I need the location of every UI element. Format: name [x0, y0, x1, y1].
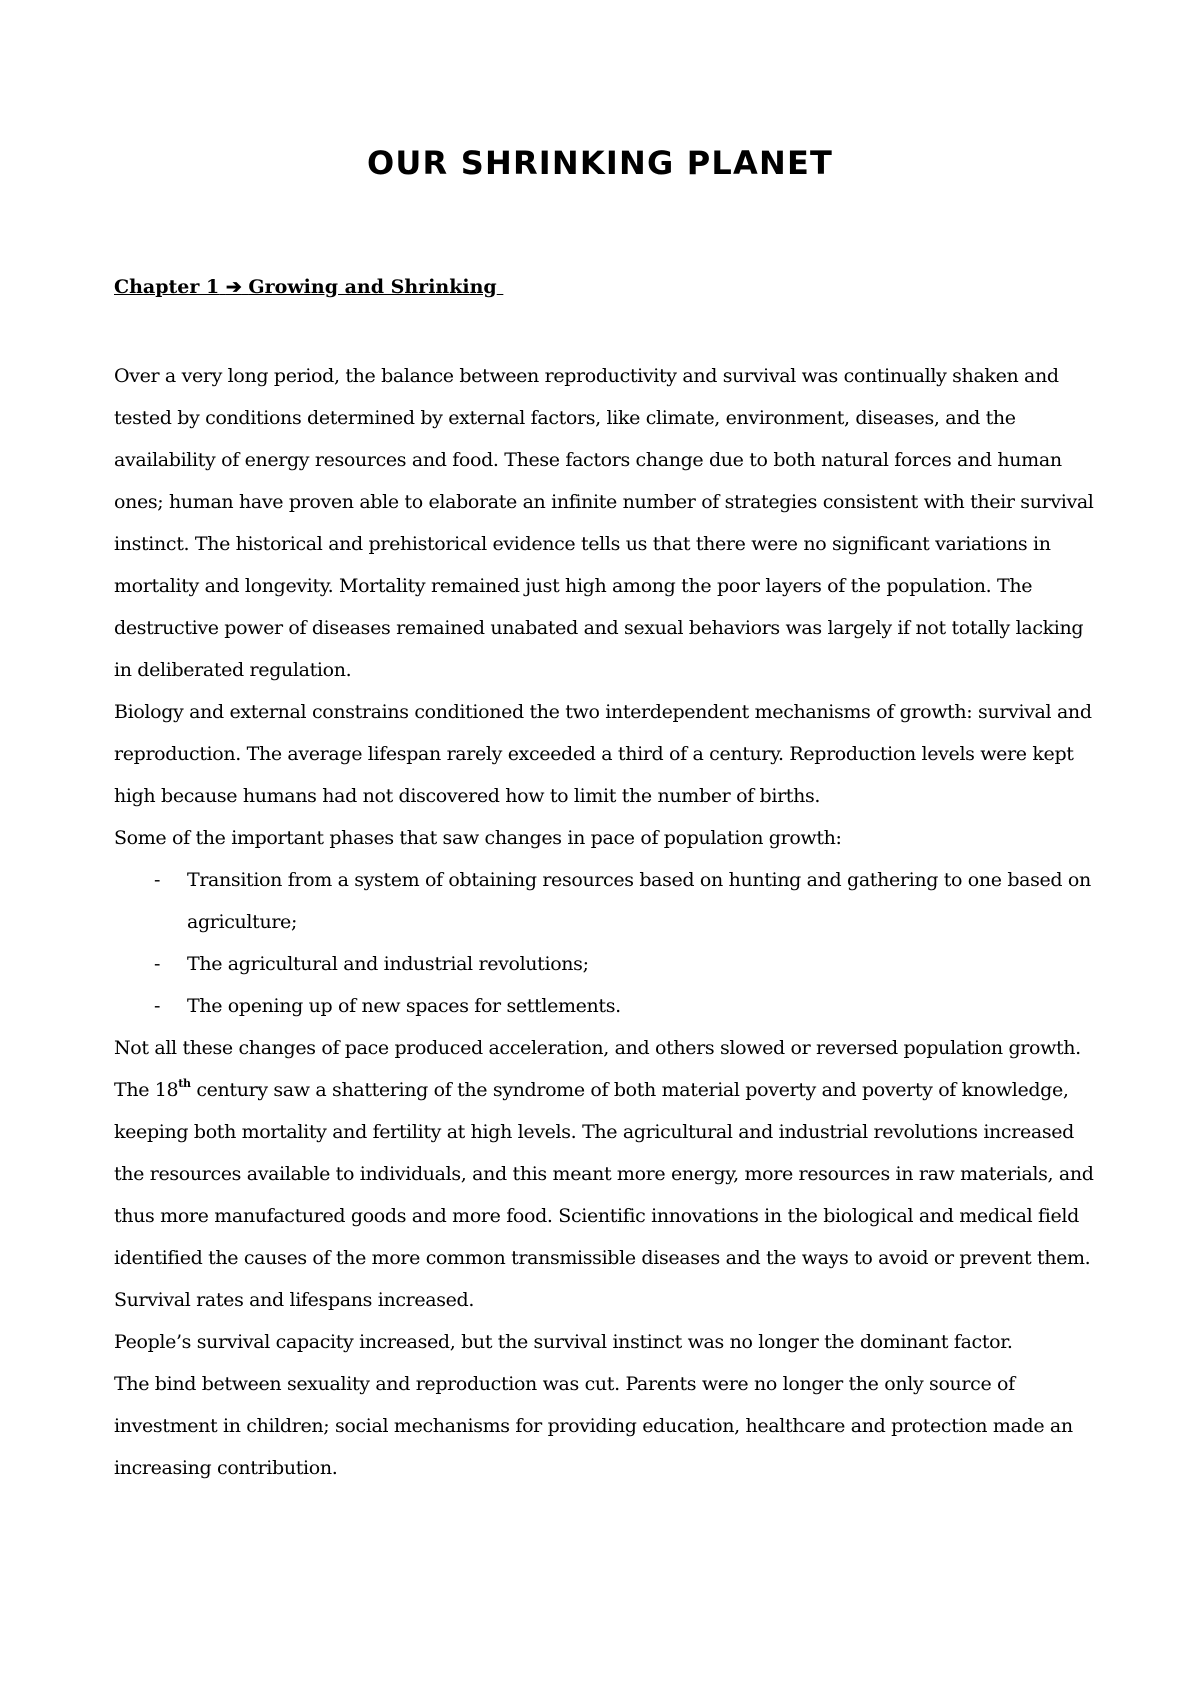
document-title: OUR SHRINKING PLANET: [366, 144, 834, 182]
phases-list: [114, 859, 1094, 1027]
list-item: [114, 859, 1094, 943]
arrow-icon: ➔: [225, 276, 242, 298]
chapter-title: Growing and Shrinking: [248, 276, 497, 298]
paragraph: Over a very long period, the balance between reproductivity and survival was continually shaken and tested by conditions determined by external factors, like climate, environment, diseases, and the availability of energy resources and food. These factors change due to both natural forces and human ones; human have proven able to elaborate an infinite number of strategies consistent with their survival instinct. The historical and prehistorical evidence tells us that there were no significant variations in mortality and longevity. Mortality remained just high among the poor layers of the population. The destructive power of diseases remained unabated and sexual behaviors was largely if not totally lacking in deliberated regulation.: [114, 365, 1094, 681]
paragraph: Some of the important phases that saw changes in pace of population growth:: [114, 827, 842, 849]
century-prefix: The 18: [114, 1079, 179, 1101]
list-item: [114, 985, 1094, 1027]
list-item-text: Transition from a system of obtaining resources based on hunting and gathering to one based on agriculture;: [187, 869, 1091, 933]
paragraph: People’s survival capacity increased, but the survival instinct was no longer the dominant factor.: [114, 1331, 1013, 1353]
list-item-text: The agricultural and industrial revolutions;: [187, 953, 589, 975]
list-marker: -: [154, 953, 161, 975]
paragraph: The bind between sexuality and reproduction was cut. Parents were no longer the only source of investment in children; social mechanisms for providing education, healthcare and protection made an increasing contribution.: [114, 1373, 1073, 1479]
list-item: [114, 943, 1094, 985]
list-marker: -: [154, 995, 161, 1017]
century-text: century saw a shattering of the syndrome of both material poverty and poverty of knowledge, keeping both mortality and fertility at high levels. The agricultural and industrial revolutions increased the resources available to individuals, and this meant more energy, more resources in raw materials, and thus more manufactured goods and more food. Scientific innovations in the biological and medical field identified the causes of the more common transmissible diseases and the ways to avoid or prevent them. Survival rates and lifespans increased.: [114, 1079, 1094, 1311]
list-item-text: The opening up of new spaces for settlements.: [187, 995, 621, 1017]
paragraph: [114, 1069, 1094, 1321]
paragraph: Not all these changes of pace produced acceleration, and others slowed or reversed population growth.: [114, 1037, 1081, 1059]
chapter-heading: [114, 276, 503, 298]
document-body: [114, 355, 1094, 1489]
list-marker: -: [154, 869, 161, 891]
chapter-label: Chapter 1: [114, 276, 220, 298]
paragraph: Biology and external constrains conditioned the two interdependent mechanisms of growth: survival and reproduction. The average lifespan rarely exceeded a third of a century. Reproduction levels were kept high because humans had not discovered how to limit the number of births.: [114, 701, 1092, 807]
ordinal-superscript: th: [178, 1077, 191, 1090]
